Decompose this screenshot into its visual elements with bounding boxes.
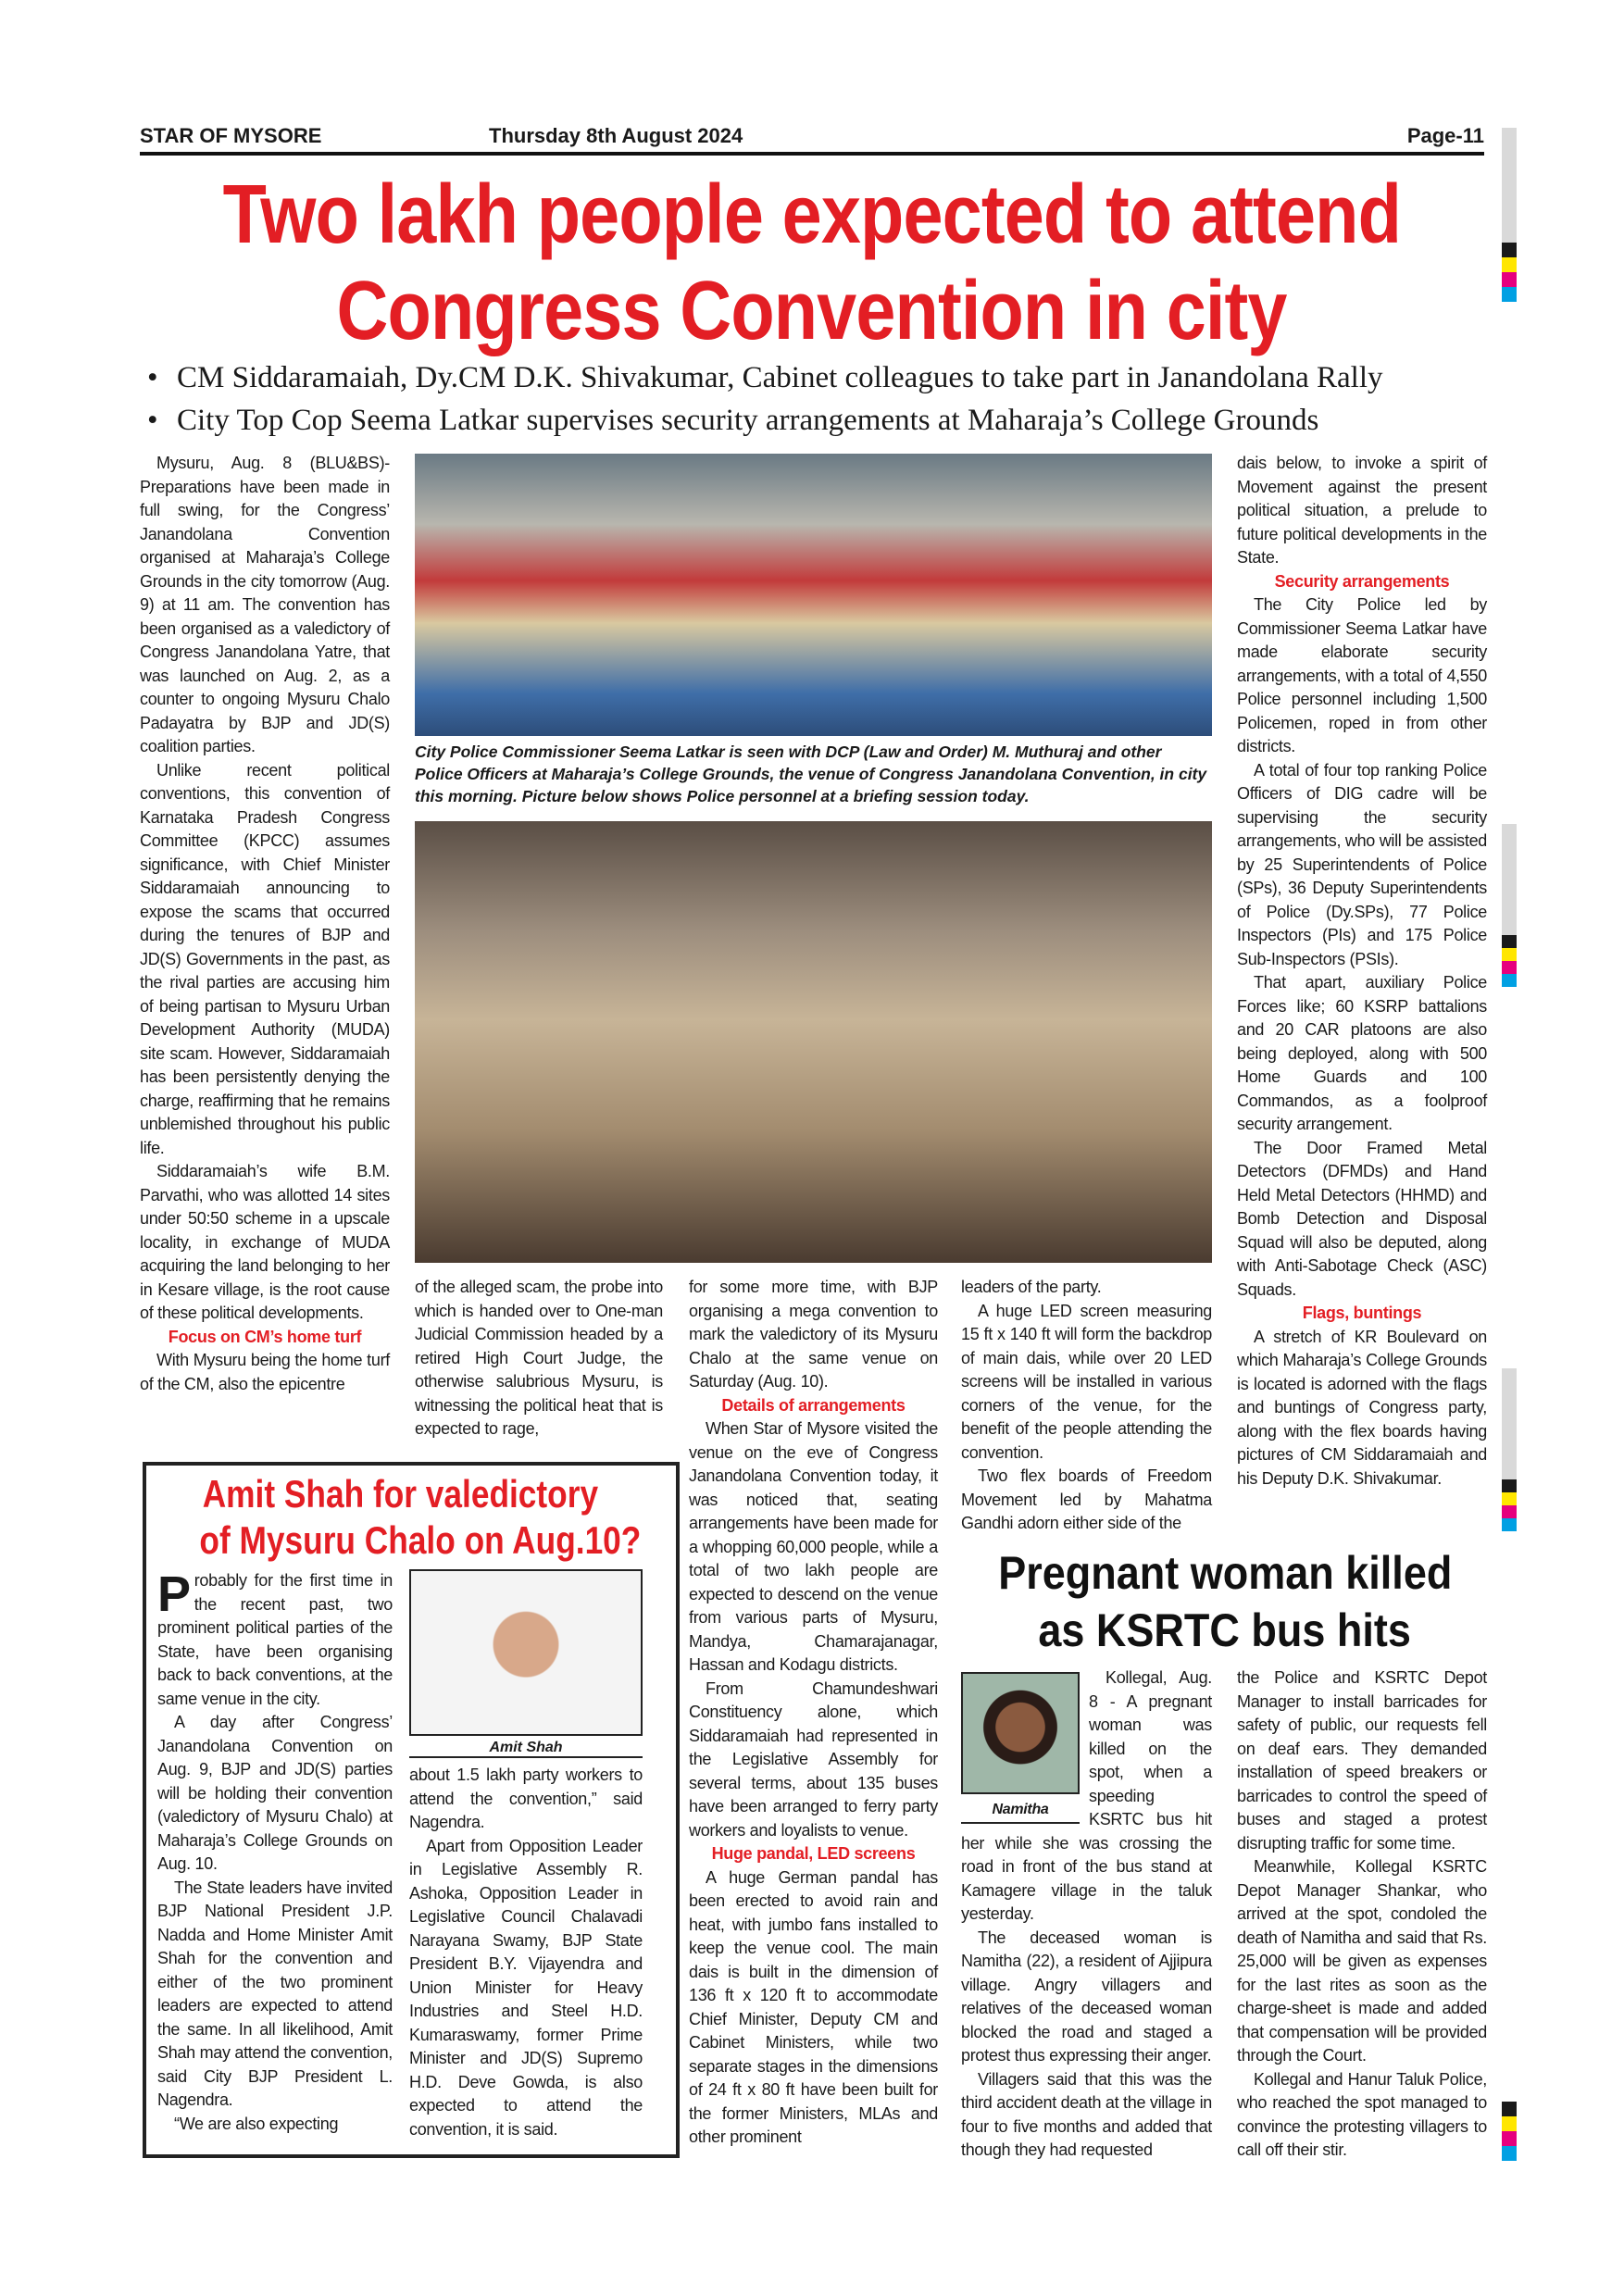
paragraph: for some more time, with BJP organising a mega convention to mark the valedictory of its Mysuru Chalo at the same venue on Saturday (Aug. 10). xyxy=(689,1278,938,1391)
paragraph-text: robably for the first time in the recent past, two prominent political parties of the State, have been organising back to back conventions, at the same venue in the city. xyxy=(157,1571,393,1708)
paragraph: Kollegal, Aug. 8 - A pregnant woman was killed on the spot, when a speeding KSRTC bus hit her while she was crossing the road in front of the bus stand at Kamagere village in the taluk yesterday. xyxy=(961,1668,1212,1923)
registration-mark-yellow xyxy=(1502,1492,1517,1505)
issue-date: Thursday 8th August 2024 xyxy=(489,124,743,147)
paragraph: Apart from Opposition Leader in Legislative Assembly R. Ashoka, Opposition Leader in Legislative Council Chalavadi Narayana Swamy, BJP State President B.Y. Vijayendra and Union Minister for Heavy Industries and Steel H.D. Kumaraswamy, former Prime Minister and JD(S) Supremo H.D. Deve Gowda, is also expected to attend the convention, it is said. xyxy=(409,1836,643,2139)
lead-column-4 xyxy=(961,1276,1212,1536)
newspaper-name: STAR OF MYSORE xyxy=(140,124,322,147)
registration-mark-cyan xyxy=(1502,1518,1517,1531)
paragraph: The Door Framed Metal Detectors (DFMDs) and Hand Held Metal Detectors (HHMD) and Bomb Detection and Disposal Squad will also be deputed, along with Anti-Sabotage Check (ASC) Squads. xyxy=(1237,1138,1487,1299)
paragraph: dais below, to invoke a spirit of Movement against the present political situation, a prelude to future political developments in the State. xyxy=(1237,454,1487,567)
paragraph: leaders of the party. xyxy=(961,1278,1102,1296)
paragraph: The City Police led by Commissioner Seema Latkar have made elaborate security arrangements, with a total of 4,550 Police personnel including 1,500 Policemen, roped in from other districts. xyxy=(1237,595,1487,755)
registration-strip xyxy=(1502,1368,1517,1479)
photo-caption: Amit Shah xyxy=(409,1740,643,1758)
lead-headline-line2 xyxy=(111,265,1513,357)
registration-mark-yellow xyxy=(1502,2116,1517,2131)
bus-story-column-2 xyxy=(1237,1666,1487,2163)
paragraph: A day after Congress’ Janandolana Convention on Aug. 9, BJP and JD(S) parties will be holding their convention (valedictory of Mysuru Chalo) at Maharaja’s College Grounds on Aug. 10. xyxy=(157,1713,393,1873)
subheading: Focus on CM’s home turf xyxy=(168,1327,362,1346)
paragraph: Meanwhile, Kollegal KSRTC Depot Manager Shankar, who arrived at the spot, condoled the death of Namitha and said that Rs. 25,000 will be given as expenses for the last rites as soon as the charge-sheet is made and added that compensation will be provided through the Court. xyxy=(1237,1857,1487,2065)
paragraph: about 1.5 lakh party workers to attend the convention,” said Nagendra. xyxy=(409,1766,643,1831)
amit-shah-photo xyxy=(409,1569,643,1736)
box-column-2-wrap xyxy=(409,1569,643,2141)
amit-shah-story-box xyxy=(143,1462,680,2158)
registration-mark-black xyxy=(1502,1479,1517,1492)
bus-story-headline-line2 xyxy=(954,1602,1496,1659)
registration-mark-black xyxy=(1502,2102,1517,2116)
headline-text: Congress Convention in city xyxy=(336,265,1288,357)
bullet-icon: • xyxy=(147,404,158,437)
paragraph: Siddaramaiah’s wife B.M. Parvathi, who was allotted 14 sites under 50:50 scheme in a upscale locality, in exchange of MUDA acquiring the land belonging to her in Kesare village, is the root cause of these political developments. xyxy=(140,1162,390,1322)
paragraph: When Star of Mysore visited the venue on the eve of Congress Janandolana Convention today, it was noticed that, seating arrangements have been made for a whopping 60,000 people, while a total of two lakh people are expected to descend on the venue from various parts of Mysuru, Mandya, Chamarajanagar, Hassan and Kodagu districts. xyxy=(689,1419,938,1674)
paragraph: The deceased woman is Namitha (22), a resident of Ajjipura village. Angry villagers and relatives of the deceased woman blocked the road and staged a protest thus expressing their anger. xyxy=(961,1928,1212,2065)
paragraph: A total of four top ranking Police Officers of DIG cadre will be supervising the security arrangements, who will be assisted by 25 Superintendents of Police (SPs), 36 Deputy Superintendents of Police (Dy.SPs), 77 Police Inspectors (PIs) and 175 Police Sub-Inspectors (PSIs). xyxy=(1237,760,1487,968)
bus-story-columns xyxy=(954,1666,1496,2163)
bus-headline-text: as KSRTC bus hits xyxy=(1038,1604,1412,1656)
box-headline-line1 xyxy=(157,1471,643,1517)
registration-mark-magenta xyxy=(1502,2131,1517,2146)
lead-headline-line1 xyxy=(111,168,1513,261)
lead-column-2 xyxy=(415,1276,663,1441)
lead-bullet xyxy=(147,361,1383,395)
paragraph xyxy=(157,1566,393,1711)
paragraph: of the alleged scam, the probe into which is handed over to One-man Judicial Commission headed by a retired High Court Judge, the otherwise salubrious Mysuru, is witnessing the political heat that is expected to rage, xyxy=(415,1278,663,1438)
lead-bullet xyxy=(147,404,1318,438)
paragraph: “We are also expecting xyxy=(174,2114,339,2133)
subheading: Flags, buntings xyxy=(1302,1304,1422,1322)
namitha-photo-figure xyxy=(961,1672,1080,1824)
police-officers-photo xyxy=(415,454,1212,736)
lead-column-3 xyxy=(689,1276,938,2150)
subheading: Security arrangements xyxy=(1274,571,1450,591)
registration-mark-yellow xyxy=(1502,948,1517,961)
lead-column-5 xyxy=(1237,452,1487,1491)
masthead-rule xyxy=(140,152,1484,156)
paragraph: the Police and KSRTC Depot Manager to install barricades for safety of public, our requests fell on deaf ears. They demanded installation of speed breakers or barricades to control the speed of buses and staged a protest disrupting traffic for some time. xyxy=(1237,1668,1487,1853)
paragraph: Kollegal and Hanur Taluk Police, who reached the spot managed to convince the protesting villagers to call off their stir. xyxy=(1237,2069,1487,2159)
subheading: Huge pandal, LED screens xyxy=(711,1844,916,1863)
paragraph: The State leaders have invited BJP National President J.P. Nadda and Home Minister Amit Shah for the convention and either of the two prominent leaders are expected to attend the same. In all likelihood, Amit Shah may attend the convention, said City BJP President L. Nagendra. xyxy=(157,1878,393,2109)
police-briefing-photo xyxy=(415,821,1212,1263)
bus-story xyxy=(954,1544,1496,2163)
paragraph: With Mysuru being the home turf of the CM, also the epicentre xyxy=(140,1351,390,1393)
box-headline-line2 xyxy=(157,1517,643,1564)
registration-mark-magenta xyxy=(1502,1505,1517,1518)
paragraph: That apart, auxiliary Police Forces like; 60 KSRP battalions and 20 CAR platoons are also being deployed, along with 500 Home Guards and 100 Commandos, as a foolproof security arrangement. xyxy=(1237,973,1487,1133)
box-headline-text: Amit Shah for valedictory xyxy=(202,1472,598,1516)
headline-text: Two lakh people expected to attend xyxy=(222,168,1402,261)
subheading: Details of arrangements xyxy=(721,1395,906,1415)
box-column-1 xyxy=(157,1566,393,2141)
photo-caption: Namitha xyxy=(961,1798,1080,1824)
box-headline-text: of Mysuru Chalo on Aug.10? xyxy=(199,1518,642,1562)
registration-mark-black xyxy=(1502,935,1517,948)
box-column-2 xyxy=(409,1764,643,2141)
page-number: Page-11 xyxy=(1406,124,1484,147)
paragraph: Two flex boards of Freedom Movement led by Mahatma Gandhi adorn either side of the xyxy=(961,1466,1212,1532)
box-content xyxy=(157,1471,643,2141)
paragraph: From Chamundeshwari Constituency alone, which Siddaramaiah had represented in the Legislative Assembly for several terms, about 135 buses have been arranged to ferry party workers and loyalists to venue. xyxy=(689,1678,938,1840)
lead-column-1 xyxy=(140,452,390,1396)
registration-strip xyxy=(1502,824,1517,935)
registration-mark-magenta xyxy=(1502,961,1517,974)
registration-mark-cyan xyxy=(1502,2146,1517,2161)
bullet-text: City Top Cop Seema Latkar supervises security arrangements at Maharaja’s College Grounds xyxy=(177,404,1319,437)
paragraph: A huge LED screen measuring 15 ft x 140 ft will form the backdrop of main dais, while over 20 LED screens will be installed in various corners of the venue, for the benefit of the people attending the convention. xyxy=(961,1301,1212,1462)
bullet-icon: • xyxy=(147,361,158,394)
bus-story-column-1 xyxy=(961,1666,1212,2163)
paragraph: Mysuru, Aug. 8 (BLU&BS)- Preparations have been made in full swing, for the Congress’ Janandolana Convention organised at Maharaja’s College Grounds in the city tomorrow (Aug. 9) at 11 am. The convention has been organised as a valedictory of Congress Janandolana Yatre, that was launched on Aug. 2, as a counter to ongoing Mysuru Chalo Padayatra by BJP and JD(S) coalition parties. xyxy=(140,454,390,755)
paragraph: Villagers said that this was the third accident death at the village in four to five months and added that though they had requested xyxy=(961,2069,1212,2159)
drop-cap: P xyxy=(157,1566,191,1622)
registration-mark-cyan xyxy=(1502,974,1517,987)
namitha-photo xyxy=(961,1672,1080,1794)
paragraph: A huge German pandal has been erected to avoid rain and heat, with jumbo fans installed to keep the venue cool. The main dais is built in the dimension of 136 ft x 120 ft to accommodate Chief Minister, Deputy CM and Cabinet Ministers, while two separate stages in the dimensions of 24 ft x 80 ft have been built for the former Ministers, MLAs and other prominent xyxy=(689,1867,938,2146)
bus-story-headline-line1 xyxy=(954,1544,1496,1602)
paragraph: A stretch of KR Boulevard on which Maharaja’s College Grounds is located is adorned with the flags and buntings of Congress party, along with the flex boards having pictures of CM Siddaramaiah and his Deputy D.K. Shivakumar. xyxy=(1237,1327,1487,1488)
bullet-text: CM Siddaramaiah, Dy.CM D.K. Shivakumar, Cabinet colleagues to take part in Janandolana Rally xyxy=(177,361,1383,394)
bus-headline-text: Pregnant woman killed xyxy=(997,1547,1453,1599)
paragraph: Unlike recent political conventions, this convention of Karnataka Pradesh Congress Committee (KPCC) assumes significance, with Chief Minister Siddaramaiah announcing to expose the scams that occurred during the tenures of BJP and JD(S) Governments in the past, as the rival parties are accusing him of being partisan to Mysuru Urban Development Authority (MUDA) site scam. However, Siddaramaiah has been persistently denying the charge, reaffirming that he remains unblemished throughout his public life. xyxy=(140,760,390,1157)
box-columns xyxy=(157,1566,643,2141)
photo-caption: City Police Commissioner Seema Latkar is seen with DCP (Law and Order) M. Muthuraj and other Police Officers at Maharaja’s College Grounds, the venue of Congress Janandolana Convention, in city this morning. Picture below shows Police personnel at a briefing session today. xyxy=(415,742,1207,805)
